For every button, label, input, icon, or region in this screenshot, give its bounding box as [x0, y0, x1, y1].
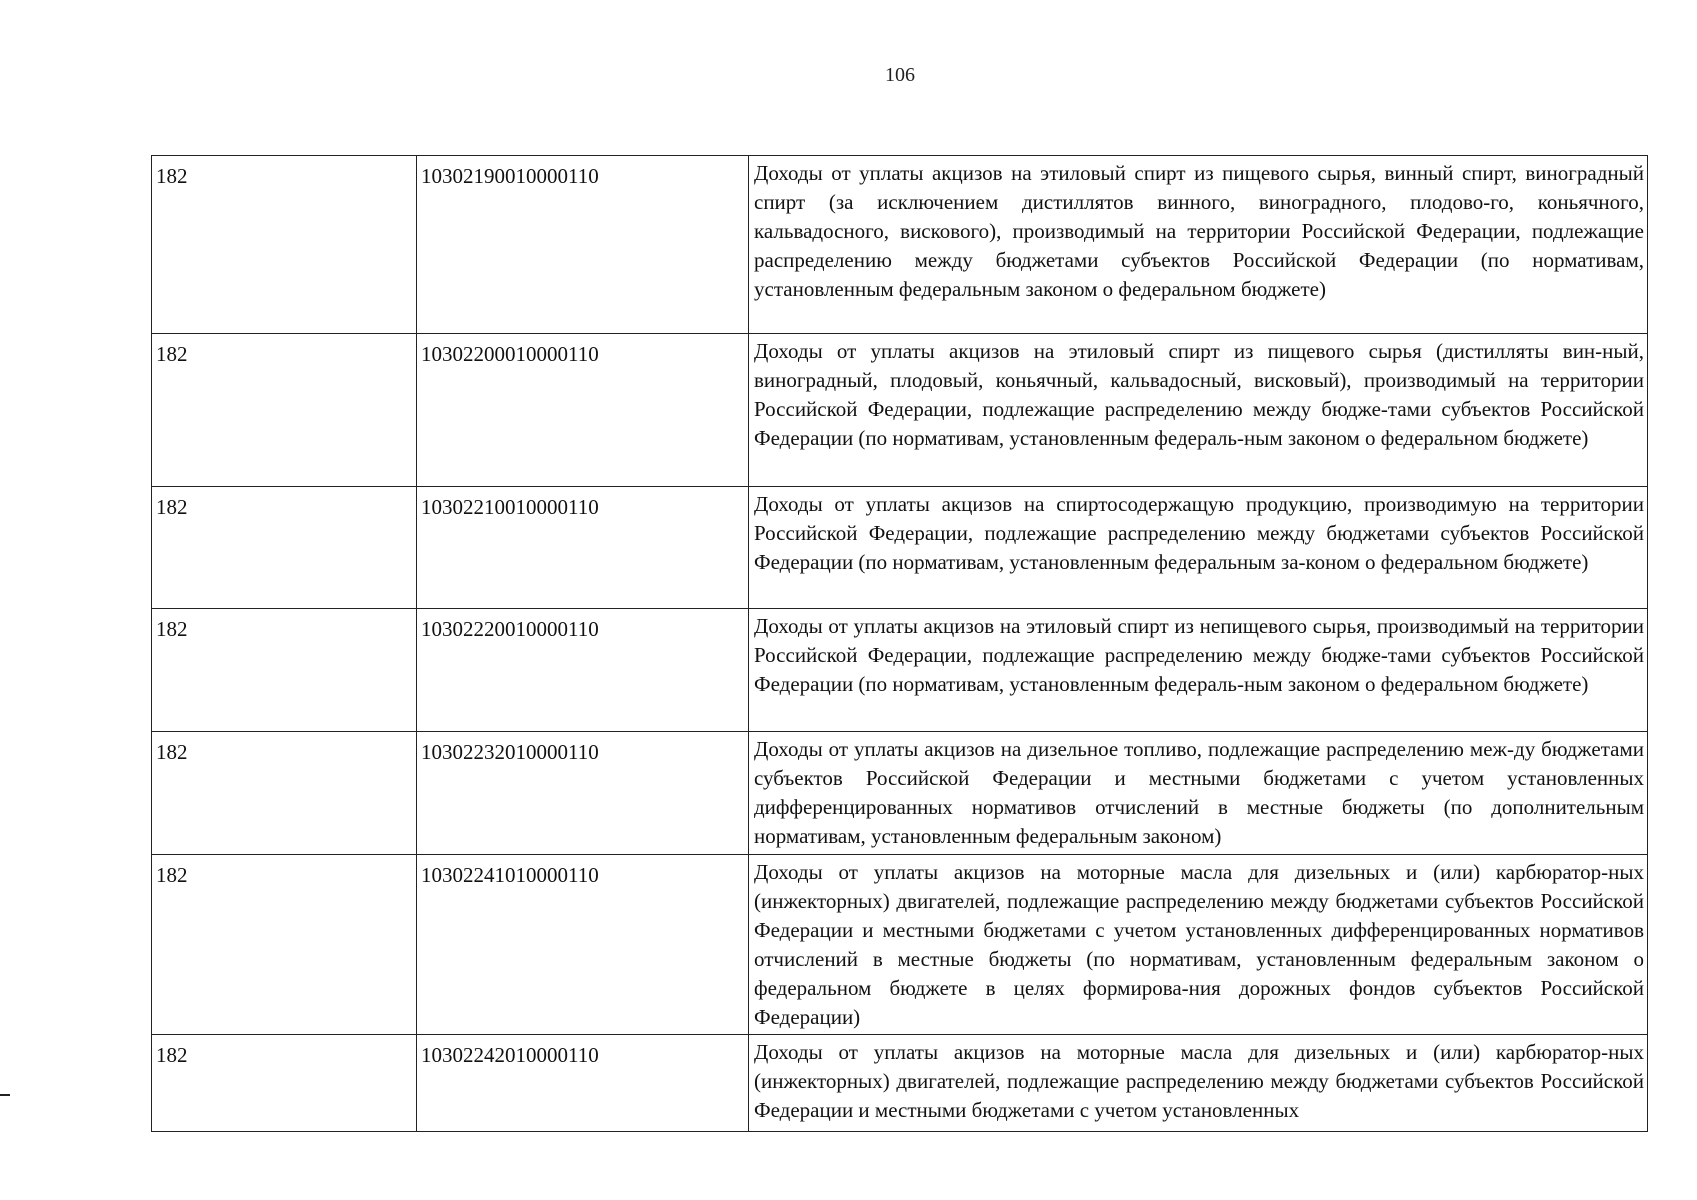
table-row — [152, 1035, 1648, 1132]
admin-code-cell: 182 — [152, 334, 417, 487]
kbk-code-cell: 10302242010000110 — [417, 1035, 749, 1132]
admin-code-cell: 182 — [152, 855, 417, 1035]
admin-code-cell: 182 — [152, 1035, 417, 1132]
description-cell: Доходы от уплаты акцизов на моторные масла для дизельных и (или) карбюратор-ных (инжекторных) двигателей, подлежащие распределению между бюджетами субъектов Российской Федерации и местными бюджетами с учетом установленных дифференцированных нормативов отчислений в местные бюджеты (по нормативам, установленным федеральным законом о федеральном бюджете в целях формирова-ния дорожных фондов субъектов Российской Федерации) — [749, 855, 1648, 1035]
kbk-code-cell: 10302210010000110 — [417, 487, 749, 609]
kbk-code-cell: 10302241010000110 — [417, 855, 749, 1035]
margin-mark — [0, 1094, 10, 1096]
admin-code-cell: 182 — [152, 487, 417, 609]
description-cell: Доходы от уплаты акцизов на этиловый спирт из пищевого сырья, винный спирт, виноградный спирт (за исключением дистиллятов винного, виноградного, плодово-го, коньячного, кальвадосного, вискового), производимый на территории Российской Федерации, подлежащие распределению между бюджетами субъектов Российской Федерации (по нормативам, установленным федеральным законом о федеральном бюджете) — [749, 156, 1648, 334]
description-cell: Доходы от уплаты акцизов на дизельное топливо, подлежащие распределению меж-ду бюджетами субъектов Российской Федерации и местными бюджетами с учетом установленных дифференцированных нормативов отчислений в местные бюджеты (по дополнительным нормативам, установленным федеральным законом) — [749, 732, 1648, 855]
income-codes-table — [151, 155, 1648, 1132]
description-cell: Доходы от уплаты акцизов на спиртосодержащую продукцию, производимую на территории Российской Федерации, подлежащие распределению между бюджетами субъектов Российской Федерации (по нормативам, установленным федеральным за-коном о федеральном бюджете) — [749, 487, 1648, 609]
kbk-code-cell: 10302190010000110 — [417, 156, 749, 334]
admin-code-cell: 182 — [152, 609, 417, 732]
admin-code-cell: 182 — [152, 732, 417, 855]
description-cell: Доходы от уплаты акцизов на этиловый спирт из пищевого сырья (дистилляты вин-ный, виноградный, плодовый, коньячный, кальвадосный, висковый), производимый на территории Российской Федерации, подлежащие распределению между бюдже-тами субъектов Российской Федерации (по нормативам, установленным федераль-ным законом о федеральном бюджете) — [749, 334, 1648, 487]
admin-code-cell: 182 — [152, 156, 417, 334]
kbk-code-cell: 10302200010000110 — [417, 334, 749, 487]
kbk-code-cell: 10302232010000110 — [417, 732, 749, 855]
table-row — [152, 855, 1648, 1035]
table-row — [152, 487, 1648, 609]
table-row — [152, 732, 1648, 855]
description-cell: Доходы от уплаты акцизов на моторные масла для дизельных и (или) карбюратор-ных (инжекторных) двигателей, подлежащие распределению между бюджетами субъектов Российской Федерации и местными бюджетами с учетом установленных — [749, 1035, 1648, 1132]
page-number: 106 — [885, 64, 915, 86]
table-row — [152, 334, 1648, 487]
table-row — [152, 609, 1648, 732]
description-cell: Доходы от уплаты акцизов на этиловый спирт из непищевого сырья, производимый на территории Российской Федерации, подлежащие распределению между бюдже-тами субъектов Российской Федерации (по нормативам, установленным федераль-ным законом о федеральном бюджете) — [749, 609, 1648, 732]
kbk-code-cell: 10302220010000110 — [417, 609, 749, 732]
table-row — [152, 156, 1648, 334]
